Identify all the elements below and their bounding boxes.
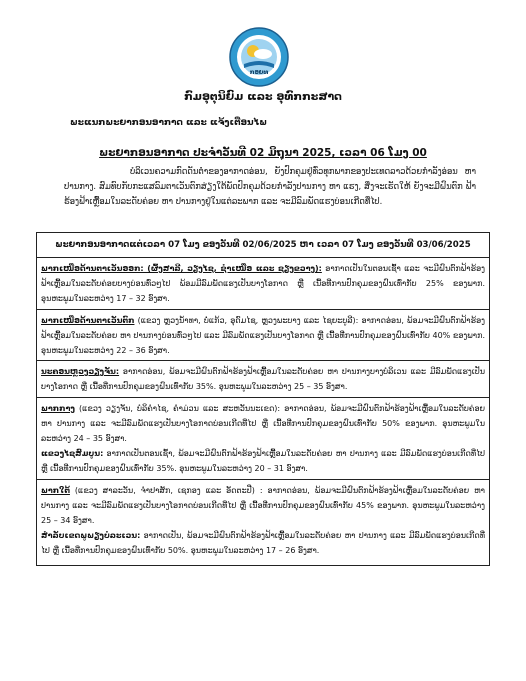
subregion-name: ສຳລັບເຂດພູພຽງບໍລະເວນ: [41,531,141,541]
region-name: ພາກເໜືອດ້ານຕາເວັນອອກ: (ຜົ້ງສາລີ, ວຽງໄຊ, ຊຳເໜືອ ແລະ ຊຽງຂວາງ): [41,264,322,273]
region-text: (ແຂວງ ວຽງຈັນ, ບໍລິຄຳໄຊ, ຄຳມ່ວນ ແລະ ສະຫວັນນະເຂດ): ອາກາດອ່ອນ, ພ້ອມຈະມີຝົນຕົກຟ້າຮ້ອງຟ້າເຫຼື້ອມໃນລະດັບຄ່ອຍ ຫາ ປານກາງ ແລະ ຈະມີລົມພັດແຮງເປັນບາງໂອກາດບ່ອນເກີດທີ່ໄປ ຫຼື ເນື້ອທີ່ການປົກຄຸມຂອງຝົນເທົ່າກັບ 50% ຂອງພາກ. ອຸນຫະພູມໃນລະຫວ່າງ 24 – 35 ອົງສາ. [41,403,485,444]
region-row [37,361,489,397]
region-text: (ແຂວງ ຫຼວງນ້ຳທາ, ບໍ່ແກ້ວ, ອຸດົມໄຊ, ຫຼວງພະບາງ ແລະ ໄຊຍະບູລີ): ອາກາດອ່ອນ, ພ້ອມຈະມີຝົນຕົກຟ້າຮ້ອງຟ້າເຫຼື້ອມໃນລະດັບຄ່ອຍ ຫາ ປານກາງບ່ອນທົ່ວໆໄປ ແລະ ມີລົມພັດແຮງເປັນບາງໂອກາດ ຫຼື ເນື້ອທີ່ການປົກຄຸມຂອງຝົນເທົ່າກັບ 40% ຂອງພາກ. ອຸນຫະພູມໃນລະຫວ່າງ 22 – 36 ອົງສາ. [41,315,485,356]
region-row [37,258,489,310]
region-text: (ແຂວງ ສາລະວັນ, ຈຳປາສັກ, ເຊກອງ ແລະ ອັດຕະປື) : ອາກາດອ່ອນ, ພ້ອມຈະມີຝົນຕົກຟ້າຮ້ອງຟ້າເຫຼື້ອມໃນລະດັບຄ່ອຍ ຫາ ປານກາງ ແລະ ຈະມີລົມພັດແຮງເປັນບາງໂອກາດບ່ອນເກີດທີ່ໄປ ຫຼື ເນື້ອທີ່ການປົກຄຸມຂອງຝົນເທົ່າກັບ 45% ຂອງພາກ. ອຸນຫະພູມໃນລະຫວ່າງ 25 – 34 ອົງສາ. [41,485,485,526]
intro-paragraph [64,164,476,209]
bulletin-title: ພະຍາກອນອາກາດ ປະຈຳວັນທີ 02 ມິຖຸນາ 2025, ເວລາ 06 ໂມງ 00 [99,147,427,159]
forecast-box-heading: ພະຍາກອນອາກາດແຕ່ເວລາ 07 ໂມງ ຂອງວັນທີ 02/06/2025 ຫາ ເວລາ 07 ໂມງ ຂອງວັນທີ 03/06/2025 [37,233,489,258]
intro-text: ບໍລິເວນຄວາມກົດດັນຕ່ຳຂອງອາກາດອ່ອນ, ຍັງປົກຄຸມຢູ່ທົ່ວທຸກພາກຂອງປະເທດລາວດ້ວຍກຳລັງອ່ອນ ຫາ ປານກາງ. ສົມທົບກັບກະແສລົມຕາເວັນຕົກສ່ຽງໃຕ້ພັດປົກຄຸມດ້ວຍກຳລັງປານກາງ ຫາ ແຮງ, ສິ່ງຈະເຮັດໃຫ້ ຍັງຈະມີຝົນຕົກ ຟ້າຮ້ອງຟ້າເຫຼື້ອມໃນລະດັບຄ່ອຍ ຫາ ປານກາງຢູ່ໃນແຕ່ລະພາກ ແລະ ຈະມີລົມພັດແຮງບ່ອນເກີດທີ່ໄປ. [64,166,476,206]
department-logo [228,26,290,88]
logo-text: ກອຍທ [249,69,269,76]
region-text: ອາກາດອ່ອນ, ພ້ອມຈະມີຝົນຕົກຟ້າຮ້ອງຟ້າເຫຼື້ອມໃນລະດັບຄ່ອຍ ຫາ ປານກາງບາງບໍລິເວນ ແລະ ມີລົມພັດແຮງເປັນບາງໂອກາດ ຫຼື ເນື້ອທີ່ການປົກຄຸມຂອງຝົນເທົ່າກັບ 35%. ອຸນຫະພູມໃນລະຫວ່າງ 25 – 35 ອົງສາ. [41,367,485,392]
region-text: ອາກາດເປັນໃນຕອນເຊົ້າ ແລະ ຈະມີຝົນຕົກຟ້າຮ້ອງຟ້າເຫຼື້ອມໃນລະດັບຄ່ອຍບາງບ່ອນທົ່ວໆໄປ ພ້ອມມີລົມພັດແຮງເປັນບາງໂອກາດ ຫຼື ເນື້ອທີ່ການປົກຄຸມຂອງຝົນເທົ່າກັບ 25% ຂອງພາກ. ອຸນຫະພູມໃນລະຫວ່າງ 17 – 32 ອົງສາ. [41,264,485,304]
forecast-box [36,232,490,566]
subregion-text: ອາກາດເປັນຕອນເຊົ້າ, ພ້ອມຈະມີຝົນຕົກຟ້າຮ້ອງຟ້າເຫຼື້ອມໃນລະດັບຄ່ອຍ ຫາ ປານກາງ ແລະ ມີລົມພັດແຮງບ່ອນເກີດທີ່ໄປ ຫຼື ເນື້ອທີ່ການປົກຄຸມຂອງຝົນເທົ່າກັບ 35%. ອຸນຫະພູມໃນລະຫວ່າງ 20 – 31 ອົງສາ. [41,449,485,474]
region-row [37,480,489,561]
region-name: ນະຄອນຫຼວງວຽງຈັນ: [41,367,120,377]
region-name: ພາກກາງ [41,403,75,413]
region-name: ພາກເໜືອດ້ານຕາເວັນຕົກ [41,315,135,325]
region-row [37,398,489,480]
section-label: ພະແນກພະຍາກອນອາກາດ ແລະ ແຈ້ງເຕືອນໄພ [70,118,268,128]
cloud-icon [254,49,272,59]
department-title: ກົມອຸຕຸນິຍົມ ແລະ ອຸທົກກະສາດ [184,90,342,103]
subregion-text: ອາກາດເປັນ, ພ້ອມຈະມີຝົນຕົກຟ້າຮ້ອງຟ້າເຫຼື້ອມໃນລະດັບຄ່ອຍ ຫາ ປານກາງ ແລະ ມີລົມພັດແຮງບ່ອນເກີດທີ່ໄປ ຫຼື ເນື້ອທີ່ການປົກຄຸມຂອງຝົນເທົ່າກັບ 50%. ອຸນຫະພູມໃນລະຫວ່າງ 17 – 26 ອົງສາ. [41,531,485,556]
subregion-name: ແຂວງໄຊສົມບູນ: [41,449,104,459]
region-name: ພາກໃຕ້ [41,485,70,495]
region-row [37,310,489,362]
